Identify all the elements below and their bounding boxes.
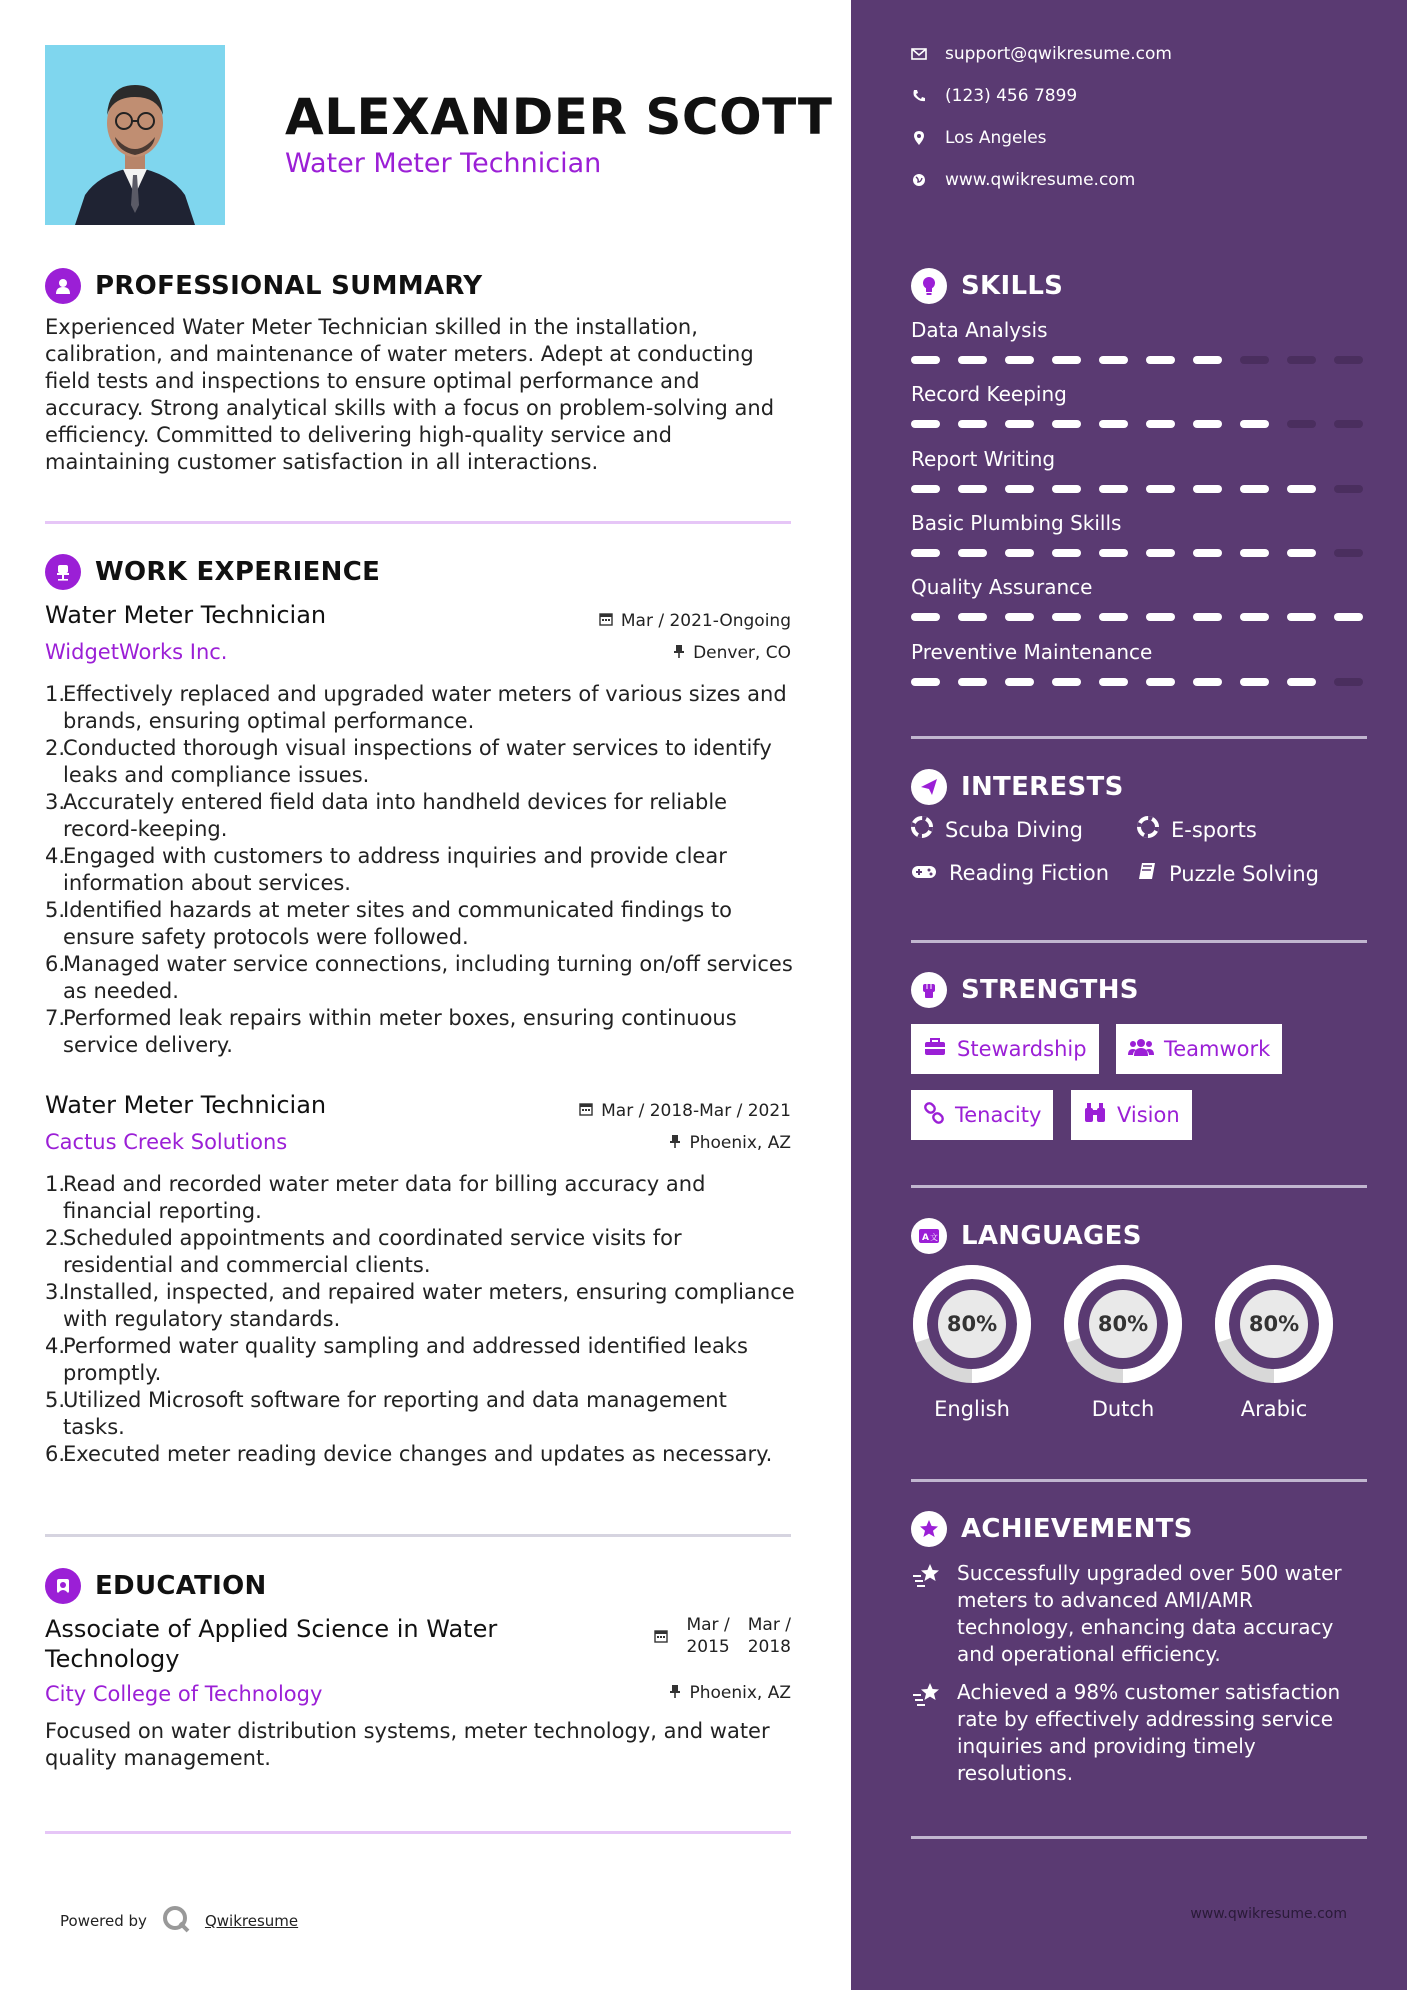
skill-dash-filled xyxy=(1052,420,1081,428)
section-divider xyxy=(45,1534,791,1537)
section-divider xyxy=(911,1836,1367,1839)
work-header xyxy=(45,554,380,590)
skill-dash-empty xyxy=(1287,356,1316,364)
skill-dash-empty xyxy=(1334,678,1363,686)
sidebar xyxy=(851,0,1407,1990)
shooting-star-icon xyxy=(911,1560,943,1668)
skill-level-bar xyxy=(911,613,1371,621)
skill-dash-filled xyxy=(1005,613,1034,621)
skill-item xyxy=(911,382,1371,428)
skill-dash-filled xyxy=(1193,613,1222,621)
list-item: 2. Scheduled appointments and coordinated service visits for residential and commercial clients. xyxy=(45,1226,682,1277)
phone-icon xyxy=(911,88,927,104)
skill-item xyxy=(911,447,1371,493)
job-title: Water Meter Technician xyxy=(45,1091,327,1119)
job-location xyxy=(669,1133,791,1153)
skill-dash-filled xyxy=(911,356,940,364)
skill-dash-filled xyxy=(1193,485,1222,493)
skill-name: Preventive Maintenance xyxy=(911,640,1153,664)
skill-dash-filled xyxy=(1240,420,1269,428)
list-item: 6. Managed water service connections, including turning on/off services as needed. xyxy=(45,952,793,1003)
education-start: Mar / 2015 xyxy=(686,1615,730,1657)
skill-dash-empty xyxy=(1334,356,1363,364)
skill-dash-filled xyxy=(1146,356,1175,364)
calendar-icon xyxy=(654,1614,668,1648)
language-item xyxy=(1213,1263,1335,1421)
candidate-title: Water Meter Technician xyxy=(285,148,602,179)
pin-icon xyxy=(669,1683,681,1703)
languages-heading: LANGUAGES xyxy=(961,1221,1142,1251)
skill-dash-filled xyxy=(911,613,940,621)
book-icon xyxy=(1137,861,1157,886)
pin-icon xyxy=(669,1133,681,1153)
education-text: Focused on water distribution systems, meter technology, and water quality management. xyxy=(45,1719,770,1770)
skills-heading: SKILLS xyxy=(961,271,1064,301)
skill-name: Record Keeping xyxy=(911,382,1067,406)
education-heading: EDUCATION xyxy=(95,1571,267,1601)
skill-dash-filled xyxy=(1052,356,1081,364)
life-ring-icon xyxy=(1137,816,1159,843)
section-divider xyxy=(911,1479,1367,1482)
skill-dash-filled xyxy=(958,485,987,493)
skill-name: Basic Plumbing Skills xyxy=(911,511,1122,535)
life-ring-icon xyxy=(911,816,933,843)
list-item: 5. Utilized Microsoft software for reporting and data management tasks. xyxy=(45,1388,727,1439)
gamepad-icon xyxy=(911,861,937,885)
graduate-icon xyxy=(45,1568,81,1604)
skill-dash-filled xyxy=(911,678,940,686)
skill-dash-filled xyxy=(1146,613,1175,621)
skill-dash-filled xyxy=(1099,420,1128,428)
interest-item: E-sports xyxy=(1137,816,1257,843)
achievements-heading: ACHIEVEMENTS xyxy=(961,1514,1193,1544)
skill-dash-filled xyxy=(1287,678,1316,686)
lightbulb-icon xyxy=(911,268,947,304)
strength-chip: Stewardship xyxy=(911,1024,1099,1074)
section-divider xyxy=(911,1185,1367,1188)
summary-heading: PROFESSIONAL SUMMARY xyxy=(95,271,483,301)
job-company: Cactus Creek Solutions xyxy=(45,1130,288,1154)
contact-location-text: Los Angeles xyxy=(945,128,1047,148)
job-location xyxy=(673,643,791,663)
briefcase-icon xyxy=(923,1037,947,1062)
skill-dash-filled xyxy=(1099,549,1128,557)
svg-text:文: 文 xyxy=(930,1233,938,1242)
interest-item: Puzzle Solving xyxy=(1137,861,1319,886)
language-ring xyxy=(1062,1263,1184,1385)
degree-title: Associate of Applied Science in Water Technology xyxy=(45,1615,498,1673)
fist-icon xyxy=(911,972,947,1008)
star-badge-icon xyxy=(911,1511,947,1547)
language-percent: 80% xyxy=(1097,1312,1149,1336)
work-heading: WORK EXPERIENCE xyxy=(95,557,381,587)
profile-photo xyxy=(45,45,225,225)
education-date xyxy=(654,1614,791,1658)
job-date-text: Mar / 2021-Ongoing xyxy=(620,611,791,631)
skill-dash-filled xyxy=(1240,485,1269,493)
skill-dash-filled xyxy=(1099,356,1128,364)
skill-dash-filled xyxy=(1193,420,1222,428)
education-location-text: Phoenix, AZ xyxy=(689,1683,791,1703)
section-divider xyxy=(45,1831,791,1834)
job-duties xyxy=(45,1171,795,1468)
interests-heading: INTERESTS xyxy=(961,772,1124,802)
list-item: 6. Executed meter reading device changes and updates as necessary. xyxy=(45,1442,773,1466)
skill-level-bar xyxy=(911,356,1371,364)
list-item: 5. Identified hazards at meter sites and communicated findings to ensure safety protocols were followed. xyxy=(45,898,732,949)
contact-email[interactable] xyxy=(911,44,1172,64)
job-location-text: Denver, CO xyxy=(693,643,791,663)
job-date xyxy=(579,1101,791,1121)
skill-dash-filled xyxy=(1146,485,1175,493)
skill-dash-filled xyxy=(911,420,940,428)
skill-level-bar xyxy=(911,549,1371,557)
education-header xyxy=(45,1568,267,1604)
list-item: 3. Accurately entered field data into handheld devices for reliable record-keeping. xyxy=(45,790,728,841)
skill-dash-filled xyxy=(1240,549,1269,557)
language-name: Arabic xyxy=(1240,1397,1308,1421)
job-date xyxy=(599,611,791,631)
job-title: Water Meter Technician xyxy=(45,601,327,629)
skill-dash-filled xyxy=(958,678,987,686)
education-end: Mar / 2018 xyxy=(747,1615,791,1657)
skill-dash-filled xyxy=(1193,356,1222,364)
map-pin-icon xyxy=(911,130,927,146)
users-icon xyxy=(1128,1037,1154,1062)
skill-dash-filled xyxy=(1240,678,1269,686)
skill-name: Data Analysis xyxy=(911,318,1048,342)
achievement-item: Successfully upgraded over 500 water meters to advanced AMI/AMR technology, enhancing data accuracy and operational efficiency. xyxy=(911,1560,1371,1668)
chair-icon xyxy=(45,554,81,590)
languages-header xyxy=(911,1218,1142,1254)
contact-location xyxy=(911,128,1047,148)
skill-dash-filled xyxy=(1052,485,1081,493)
skill-dash-filled xyxy=(1287,549,1316,557)
list-item: 3. Installed, inspected, and repaired water meters, ensuring compliance with regulatory standards. xyxy=(45,1280,795,1331)
skill-item xyxy=(911,511,1371,557)
section-divider xyxy=(45,521,791,524)
strengths-header xyxy=(911,972,1139,1008)
skill-dash-filled xyxy=(911,549,940,557)
job-location-text: Phoenix, AZ xyxy=(689,1133,791,1153)
footer-url[interactable]: www.qwikresume.com xyxy=(1190,1906,1347,1922)
interest-item: Reading Fiction xyxy=(911,861,1109,885)
list-item: 2. Conducted thorough visual inspections of water services to identify leaks and compliance issues. xyxy=(45,736,772,787)
language-item xyxy=(1062,1263,1184,1421)
skill-dash-filled xyxy=(1193,678,1222,686)
binoculars-icon xyxy=(1083,1102,1107,1129)
skill-dash-empty xyxy=(1240,356,1269,364)
skill-dash-filled xyxy=(1146,678,1175,686)
qwikresume-logo-icon xyxy=(161,1904,191,1938)
skill-dash-filled xyxy=(1005,356,1034,364)
section-divider xyxy=(911,940,1367,943)
strength-chip: Tenacity xyxy=(911,1090,1053,1140)
powered-by xyxy=(60,1904,298,1938)
language-ring xyxy=(911,1263,1033,1385)
globe-icon xyxy=(911,172,927,188)
list-item: 4. Performed water quality sampling and addressed identified leaks promptly. xyxy=(45,1334,748,1385)
skill-dash-filled xyxy=(1005,420,1034,428)
list-item: 1. Effectively replaced and upgraded water meters of various sizes and brands, ensuring optimal performance. xyxy=(45,682,787,733)
envelope-icon xyxy=(911,46,927,62)
education-location xyxy=(669,1683,791,1703)
skill-name: Quality Assurance xyxy=(911,575,1093,599)
skill-dash-filled xyxy=(1052,678,1081,686)
skill-dash-filled xyxy=(1287,613,1316,621)
shooting-star-icon xyxy=(911,1679,943,1787)
skill-dash-empty xyxy=(1334,549,1363,557)
skill-dash-filled xyxy=(1005,549,1034,557)
skill-dash-filled xyxy=(1287,485,1316,493)
strength-chip: Teamwork xyxy=(1116,1024,1282,1074)
paper-plane-icon xyxy=(911,769,947,805)
qwikresume-link[interactable]: Qwikresume xyxy=(204,1912,299,1930)
achievement-item: Achieved a 98% customer satisfaction rate by effectively addressing service inquiries and providing timely resolutions. xyxy=(911,1679,1371,1787)
skill-item xyxy=(911,575,1371,621)
pin-icon xyxy=(673,643,685,663)
language-ring xyxy=(1213,1263,1335,1385)
strength-chip: Vision xyxy=(1071,1090,1192,1140)
interests-header xyxy=(911,769,1124,805)
strengths-heading: STRENGTHS xyxy=(961,975,1139,1005)
skill-dash-empty xyxy=(1334,420,1363,428)
section-divider xyxy=(911,736,1367,739)
interest-item: Scuba Diving xyxy=(911,816,1083,843)
summary-header xyxy=(45,268,482,304)
contact-phone xyxy=(911,86,1077,106)
skill-dash-filled xyxy=(1099,485,1128,493)
language-name: English xyxy=(934,1397,1010,1421)
job-duties xyxy=(45,681,795,1059)
skill-dash-empty xyxy=(1287,420,1316,428)
skill-level-bar xyxy=(911,420,1371,428)
svg-text:A: A xyxy=(922,1233,929,1243)
skill-dash-filled xyxy=(1099,678,1128,686)
list-item: 1. Read and recorded water meter data for billing accuracy and financial reporting. xyxy=(45,1172,706,1223)
skill-dash-filled xyxy=(1052,549,1081,557)
language-percent: 80% xyxy=(946,1312,998,1336)
job-date-text: Mar / 2018-Mar / 2021 xyxy=(601,1101,791,1121)
language-item xyxy=(911,1263,1033,1421)
skill-name: Report Writing xyxy=(911,447,1056,471)
skill-dash-filled xyxy=(1052,613,1081,621)
contact-website-text: www.qwikresume.com xyxy=(945,170,1136,190)
job-company: WidgetWorks Inc. xyxy=(45,640,228,664)
skill-dash-filled xyxy=(1334,613,1363,621)
user-icon xyxy=(45,268,81,304)
link-icon xyxy=(923,1102,945,1129)
language-percent: 80% xyxy=(1248,1312,1300,1336)
skill-dash-filled xyxy=(1193,549,1222,557)
calendar-icon xyxy=(599,611,613,631)
contact-website[interactable] xyxy=(911,170,1135,190)
school-name: City College of Technology xyxy=(45,1682,323,1706)
contact-email-text: support@qwikresume.com xyxy=(945,44,1172,64)
translate-icon xyxy=(911,1218,947,1254)
skill-dash-filled xyxy=(1005,485,1034,493)
skill-dash-filled xyxy=(1146,549,1175,557)
skill-dash-filled xyxy=(958,613,987,621)
powered-by-text: Powered by xyxy=(60,1912,147,1930)
skill-dash-filled xyxy=(911,485,940,493)
skill-dash-filled xyxy=(1099,613,1128,621)
skill-dash-empty xyxy=(1334,485,1363,493)
skill-item xyxy=(911,318,1371,364)
skill-item xyxy=(911,640,1371,686)
language-name: Dutch xyxy=(1091,1397,1155,1421)
contact-phone-text: (123) 456 7899 xyxy=(945,86,1078,106)
achievements-header xyxy=(911,1511,1193,1547)
summary-text: Experienced Water Meter Technician skilled in the installation, calibration, and maintenance of water meters. Adept at conducting field tests and inspections to ensure optimal performance and accuracy. Strong analytical skills with a focus on problem-solving and efficiency. Committed to delivering high-quality service and maintaining customer satisfaction in all interactions. xyxy=(45,315,775,474)
skill-dash-filled xyxy=(1146,420,1175,428)
list-item: 4. Engaged with customers to address inquiries and provide clear information about services. xyxy=(45,844,727,895)
skills-header xyxy=(911,268,1063,304)
candidate-name: ALEXANDER SCOTT xyxy=(285,88,833,146)
skill-level-bar xyxy=(911,485,1371,493)
list-item: 7. Performed leak repairs within meter boxes, ensuring continuous service delivery. xyxy=(45,1006,737,1057)
skill-dash-filled xyxy=(1005,678,1034,686)
skill-level-bar xyxy=(911,678,1371,686)
skill-dash-filled xyxy=(958,420,987,428)
calendar-icon xyxy=(579,1101,593,1121)
skill-dash-filled xyxy=(958,356,987,364)
skill-dash-filled xyxy=(958,549,987,557)
skill-dash-filled xyxy=(1240,613,1269,621)
